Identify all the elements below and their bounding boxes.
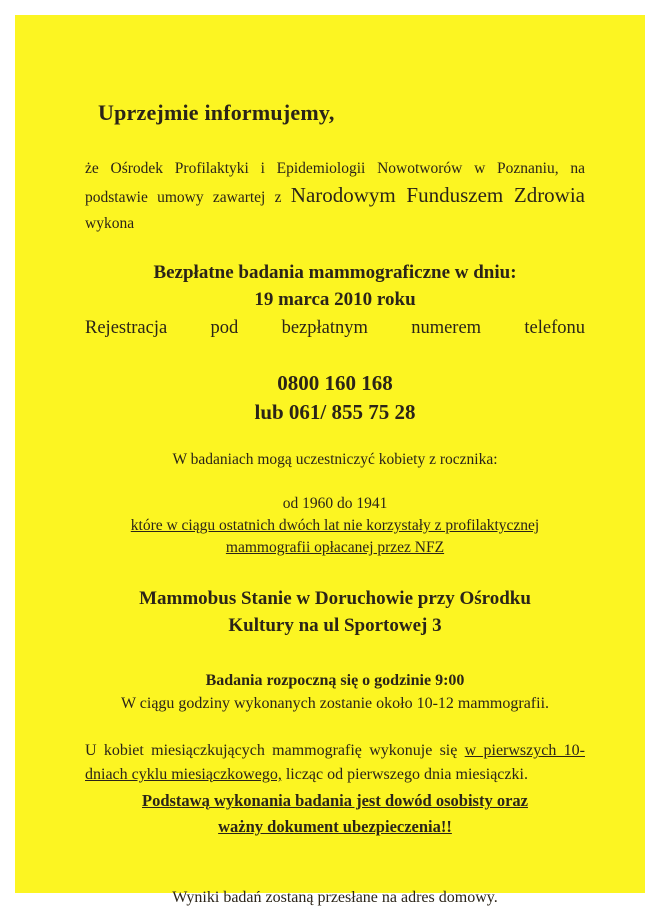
requirement-line-2 [85,815,585,839]
eligibility-condition-text-1: które w ciągu ostatnich dwóch lat nie korzystały z profilaktycznej [130,517,540,534]
cycle-text-underlined: w pierwszych 10-dniach cyklu miesiączkowego, [85,742,585,783]
location-block [85,585,585,639]
eligibility-condition-text-2: mammografii opłacanej przez NFZ [225,539,445,556]
intro-text-part2: wykona [85,215,135,232]
results-delivery-note: Wyniki badań zostaną przesłane na adres domowy. [172,889,498,906]
intro-text-part1: że Ośrodek Profilaktyki i Epidemiologii Nowotworów w Poznaniu, na podstawie umowy zawartej z [85,160,585,206]
announcement-date: 19 marca 2010 roku [254,289,416,310]
page-title: Uprzejmie informujemy, [98,100,335,125]
poster-content [85,100,585,909]
schedule-throughput: W ciągu godziny wykonanych zostanie około 10-12 mammografii. [120,695,550,712]
schedule-start-time: Badania rozpoczną się o godzinie 9:00 [205,672,465,689]
location-line-1: Mammobus Stanie w Doruchowie przy Ośrodku [139,588,531,609]
poster-sheet [15,15,645,906]
phone-number-secondary: lub 061/ 855 75 28 [254,400,416,424]
cycle-text-part1: U kobiet miesiączkujących mammografię wykonuje się [85,742,465,759]
location-line-2: Kultury na ul Sportowej 3 [228,615,442,636]
eligibility-condition-line-2 [85,537,585,559]
announcement-service-line: Bezpłatne badania mammograficzne w dniu: [153,262,517,283]
intro-paragraph [85,156,585,237]
intro-emphasis-nfz: Narodowym Funduszem Zdrowia [290,183,586,207]
requirement-line-1 [85,789,585,813]
cycle-text-part2: licząc od pierwszego dnia miesiączki. [281,766,528,783]
requirement-text-2: ważny dokument ubezpieczenia!! [218,817,452,836]
phone-number-primary: 0800 160 168 [277,371,393,395]
menstrual-cycle-info [85,739,585,787]
eligibility-condition-line-1 [85,515,585,537]
eligibility-birth-years: od 1960 do 1941 [282,495,388,512]
requirement-text-1: Podstawą wykonania badania jest dowód osobisty oraz [142,791,528,810]
registration-instruction: Rejestracja pod bezpłatnym numerem telefonu [85,318,585,338]
eligibility-intro: W badaniach mogą uczestniczyć kobiety z rocznika: [172,451,498,468]
